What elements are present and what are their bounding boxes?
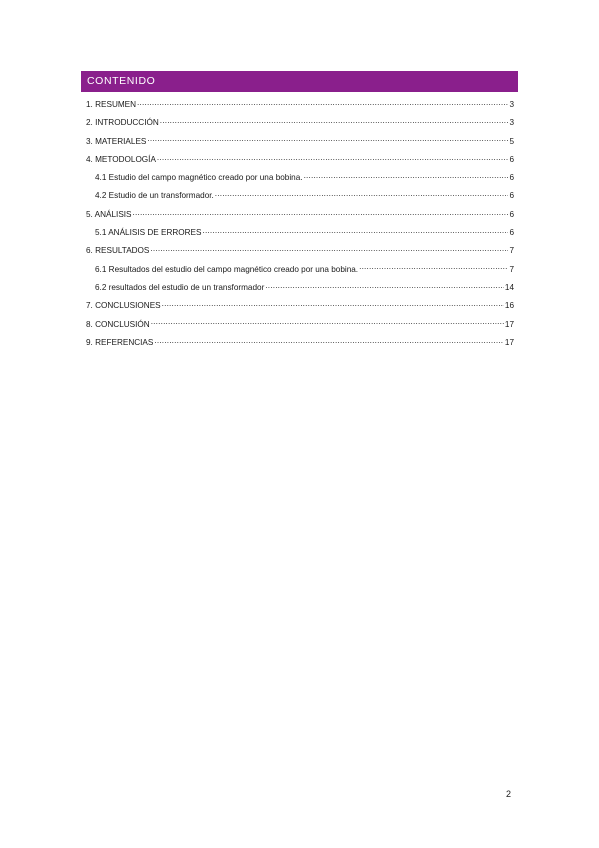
toc-entry-label: 6.2 resultados del estudio de un transformador — [95, 282, 265, 292]
toc-entry-referencias[interactable] — [86, 334, 514, 352]
toc-entry-page: 6 — [509, 228, 514, 238]
toc-dot-leader — [150, 245, 508, 253]
toc-entry-page: 6 — [509, 191, 514, 201]
toc-entry-page: 17 — [504, 337, 514, 347]
toc-dot-leader — [137, 99, 508, 107]
toc-entry-label: 4.1 Estudio del campo magnético creado por una bobina. — [95, 173, 303, 183]
toc-entry-page: 6 — [509, 173, 514, 183]
toc-entry-page: 7 — [509, 246, 514, 256]
toc-entry-label: 6. RESULTADOS — [86, 246, 150, 256]
toc-dot-leader — [265, 282, 504, 290]
toc-entry-resumen[interactable] — [86, 96, 514, 114]
toc-entry-page: 5 — [509, 136, 514, 146]
toc-dot-leader — [162, 300, 504, 308]
toc-header — [81, 71, 518, 92]
toc-entry-6-2[interactable] — [86, 279, 514, 297]
toc-entry-page: 3 — [509, 118, 514, 128]
toc-entry-conclusiones[interactable] — [86, 297, 514, 315]
toc-entry-label: 9. REFERENCIAS — [86, 337, 154, 347]
toc-entry-conclusion[interactable] — [86, 316, 514, 334]
toc-entry-page: 7 — [509, 264, 514, 274]
toc-entry-label: 1. RESUMEN — [86, 100, 137, 109]
toc-dot-leader — [133, 209, 509, 217]
toc-entry-label: 8. CONCLUSIÓN — [86, 319, 150, 329]
toc-dot-leader — [151, 318, 504, 326]
toc-entry-page: 6 — [509, 209, 514, 219]
toc-entry-label: 2. INTRODUCCIÓN — [86, 118, 159, 128]
toc-entry-page: 6 — [509, 154, 514, 164]
toc-entry-page: 17 — [504, 319, 514, 329]
toc-entry-page: 14 — [504, 282, 514, 292]
toc-entry-4-1[interactable] — [86, 169, 514, 187]
toc-dot-leader — [154, 337, 504, 345]
toc-entry-materiales[interactable] — [86, 133, 514, 151]
toc-entry-label: 5.1 ANÁLISIS DE ERRORES — [95, 228, 202, 238]
toc-entry-introduccion[interactable] — [86, 114, 514, 132]
toc-entry-4-2[interactable] — [86, 187, 514, 205]
toc-dot-leader — [215, 190, 509, 198]
toc-dot-leader — [202, 227, 508, 235]
toc-dot-leader — [160, 117, 509, 125]
toc-entry-label: 4. METODOLOGÍA — [86, 154, 156, 164]
toc-entry-analisis[interactable] — [86, 206, 514, 224]
toc-entry-page: 3 — [509, 100, 514, 109]
toc-entry-label: 4.2 Estudio de un transformador. — [95, 191, 214, 201]
table-of-contents — [86, 96, 514, 352]
toc-entry-resultados[interactable] — [86, 242, 514, 260]
toc-entry-6-1[interactable] — [86, 261, 514, 279]
toc-title: CONTENIDO — [87, 75, 156, 87]
toc-entry-page: 16 — [504, 301, 514, 311]
toc-dot-leader — [359, 263, 508, 271]
toc-dot-leader — [147, 135, 508, 143]
toc-entry-label: 7. CONCLUSIONES — [86, 301, 161, 311]
toc-dot-leader — [157, 154, 509, 162]
toc-entry-metodologia[interactable] — [86, 151, 514, 169]
toc-dot-leader — [304, 172, 509, 180]
toc-entry-label: 5. ANÁLISIS — [86, 209, 132, 219]
page-number: 2 — [506, 789, 512, 799]
toc-entry-5-1[interactable] — [86, 224, 514, 242]
toc-entry-label: 3. MATERIALES — [86, 136, 147, 146]
toc-entry-label: 6.1 Resultados del estudio del campo magnético creado por una bobina. — [95, 264, 359, 274]
